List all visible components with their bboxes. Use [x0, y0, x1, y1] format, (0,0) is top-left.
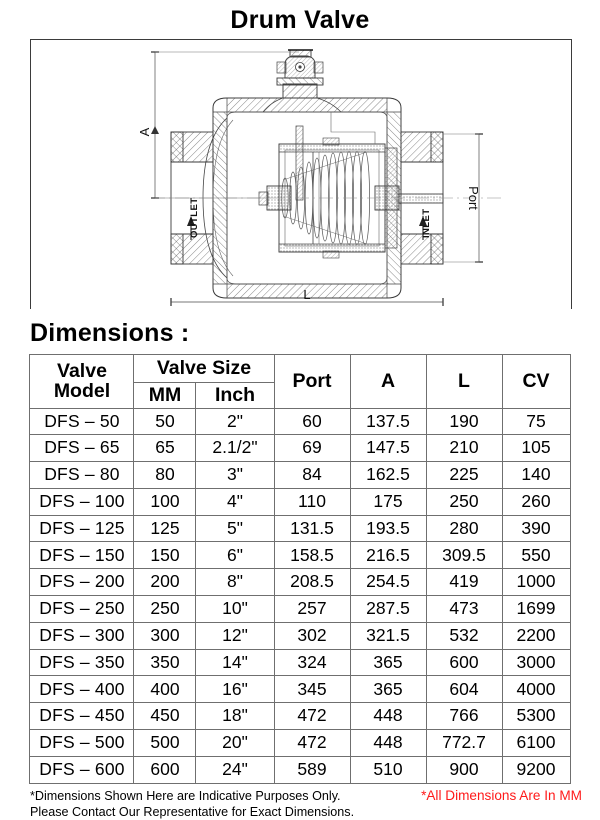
- column-header-l: L: [426, 354, 502, 408]
- cell-model: DFS – 150: [30, 542, 134, 569]
- table-row: [30, 756, 570, 783]
- cell-model: DFS – 65: [30, 435, 134, 462]
- cell-port: 84: [274, 462, 350, 489]
- cell-a: 321.5: [350, 622, 426, 649]
- cell-mm: 400: [134, 676, 196, 703]
- cell-mm: 450: [134, 703, 196, 730]
- cell-l: 772.7: [426, 730, 502, 757]
- cell-cv: 3000: [502, 649, 570, 676]
- table-row: [30, 488, 570, 515]
- cell-l: 210: [426, 435, 502, 462]
- cell-a: 510: [350, 756, 426, 783]
- cell-a: 365: [350, 676, 426, 703]
- cell-inch: 3": [196, 462, 274, 489]
- table-row: [30, 649, 570, 676]
- cell-port: 69: [274, 435, 350, 462]
- cell-model: DFS – 500: [30, 730, 134, 757]
- cell-model: DFS – 250: [30, 596, 134, 623]
- cell-mm: 200: [134, 569, 196, 596]
- cell-cv: 140: [502, 462, 570, 489]
- column-header-size-mm: MM: [134, 382, 196, 408]
- cell-mm: 150: [134, 542, 196, 569]
- cell-inch: 24": [196, 756, 274, 783]
- cell-cv: 2200: [502, 622, 570, 649]
- cell-l: 225: [426, 462, 502, 489]
- cell-model: DFS – 350: [30, 649, 134, 676]
- cell-port: 472: [274, 730, 350, 757]
- table-row: [30, 703, 570, 730]
- cell-inch: 14": [196, 649, 274, 676]
- cell-port: 302: [274, 622, 350, 649]
- column-header-size-inch: Inch: [196, 382, 274, 408]
- cell-port: 345: [274, 676, 350, 703]
- drum-valve-sectional-drawing: [31, 40, 573, 310]
- cell-inch: 4": [196, 488, 274, 515]
- cell-cv: 1699: [502, 596, 570, 623]
- cell-port: 589: [274, 756, 350, 783]
- cell-port: 131.5: [274, 515, 350, 542]
- column-header-cv: CV: [502, 354, 570, 408]
- cell-port: 257: [274, 596, 350, 623]
- svg-text:INLET: INLET: [421, 208, 432, 238]
- cell-inch: 20": [196, 730, 274, 757]
- cell-inch: 8": [196, 569, 274, 596]
- cell-inch: 18": [196, 703, 274, 730]
- table-row: [30, 596, 570, 623]
- cell-mm: 65: [134, 435, 196, 462]
- cell-mm: 80: [134, 462, 196, 489]
- cell-mm: 350: [134, 649, 196, 676]
- page-section-heading: Dimensions :: [30, 318, 190, 347]
- cell-l: 532: [426, 622, 502, 649]
- svg-text:OUTLET: OUTLET: [189, 197, 200, 238]
- table-row: [30, 730, 570, 757]
- dimension-label-l: L: [303, 286, 311, 302]
- column-header-valve-model: [30, 354, 134, 408]
- cell-l: 190: [426, 408, 502, 435]
- table-row: [30, 622, 570, 649]
- inlet-flow-label: [419, 208, 432, 239]
- drawing-frame: [30, 39, 572, 309]
- cell-inch: 12": [196, 622, 274, 649]
- cell-port: 472: [274, 703, 350, 730]
- table-row: [30, 462, 570, 489]
- cell-l: 766: [426, 703, 502, 730]
- cell-cv: 550: [502, 542, 570, 569]
- cell-a: 175: [350, 488, 426, 515]
- cell-mm: 125: [134, 515, 196, 542]
- cell-a: 448: [350, 703, 426, 730]
- cell-inch: 10": [196, 596, 274, 623]
- table-row: [30, 676, 570, 703]
- cell-inch: 2.1/2": [196, 435, 274, 462]
- cell-port: 208.5: [274, 569, 350, 596]
- cell-model: DFS – 400: [30, 676, 134, 703]
- cell-a: 287.5: [350, 596, 426, 623]
- cell-model: DFS – 300: [30, 622, 134, 649]
- cell-l: 309.5: [426, 542, 502, 569]
- cell-cv: 6100: [502, 730, 570, 757]
- cell-a: 137.5: [350, 408, 426, 435]
- table-row: [30, 435, 570, 462]
- cell-port: 324: [274, 649, 350, 676]
- cell-cv: 9200: [502, 756, 570, 783]
- cell-l: 900: [426, 756, 502, 783]
- cell-a: 254.5: [350, 569, 426, 596]
- cell-a: 193.5: [350, 515, 426, 542]
- footnote-line-2: Please Contact Our Representative for Exact Dimensions.: [30, 805, 355, 820]
- cell-a: 365: [350, 649, 426, 676]
- cell-cv: 105: [502, 435, 570, 462]
- outlet-flow-label: [187, 197, 200, 239]
- cell-mm: 250: [134, 596, 196, 623]
- cell-mm: 100: [134, 488, 196, 515]
- cell-model: DFS – 125: [30, 515, 134, 542]
- table-header-row-1: [30, 354, 570, 382]
- dimensions-table-body: [30, 408, 570, 783]
- cell-port: 60: [274, 408, 350, 435]
- valve-model-line-1: Valve: [57, 359, 107, 382]
- cell-model: DFS – 80: [30, 462, 134, 489]
- cell-cv: 390: [502, 515, 570, 542]
- cell-port: 110: [274, 488, 350, 515]
- footnotes: [30, 787, 582, 820]
- cell-inch: 5": [196, 515, 274, 542]
- cell-l: 600: [426, 649, 502, 676]
- cell-model: DFS – 100: [30, 488, 134, 515]
- cell-mm: 500: [134, 730, 196, 757]
- table-row: [30, 515, 570, 542]
- cell-a: 162.5: [350, 462, 426, 489]
- cell-l: 280: [426, 515, 502, 542]
- column-header-a: A: [350, 354, 426, 408]
- column-header-port: Port: [274, 354, 350, 408]
- cell-cv: 1000: [502, 569, 570, 596]
- footnote-line-1: *Dimensions Shown Here are Indicative Purposes Only.: [30, 788, 341, 803]
- table-row: [30, 542, 570, 569]
- valve-model-line-2: Model: [53, 380, 111, 402]
- cell-cv: 4000: [502, 676, 570, 703]
- column-header-valve-size: Valve Size: [134, 354, 274, 382]
- cell-inch: 2": [196, 408, 274, 435]
- table-row: [30, 569, 570, 596]
- cell-a: 147.5: [350, 435, 426, 462]
- footnote-units-note: *All Dimensions Are In MM: [421, 787, 582, 803]
- cell-model: DFS – 200: [30, 569, 134, 596]
- cell-model: DFS – 50: [30, 408, 134, 435]
- cell-mm: 50: [134, 408, 196, 435]
- dimension-label-a: A: [137, 127, 152, 136]
- cell-mm: 300: [134, 622, 196, 649]
- cell-cv: 75: [502, 408, 570, 435]
- cell-cv: 5300: [502, 703, 570, 730]
- cell-a: 216.5: [350, 542, 426, 569]
- cell-a: 448: [350, 730, 426, 757]
- cell-l: 419: [426, 569, 502, 596]
- cell-l: 473: [426, 596, 502, 623]
- cell-mm: 600: [134, 756, 196, 783]
- cell-l: 250: [426, 488, 502, 515]
- cell-cv: 260: [502, 488, 570, 515]
- dimensions-table: [29, 354, 570, 784]
- page-title: Drum Valve: [230, 6, 370, 34]
- cell-model: DFS – 450: [30, 703, 134, 730]
- cell-model: DFS – 600: [30, 756, 134, 783]
- dimension-label-port: Port: [466, 185, 481, 210]
- cell-l: 604: [426, 676, 502, 703]
- cell-inch: 6": [196, 542, 274, 569]
- cell-port: 158.5: [274, 542, 350, 569]
- table-row: [30, 408, 570, 435]
- cell-inch: 16": [196, 676, 274, 703]
